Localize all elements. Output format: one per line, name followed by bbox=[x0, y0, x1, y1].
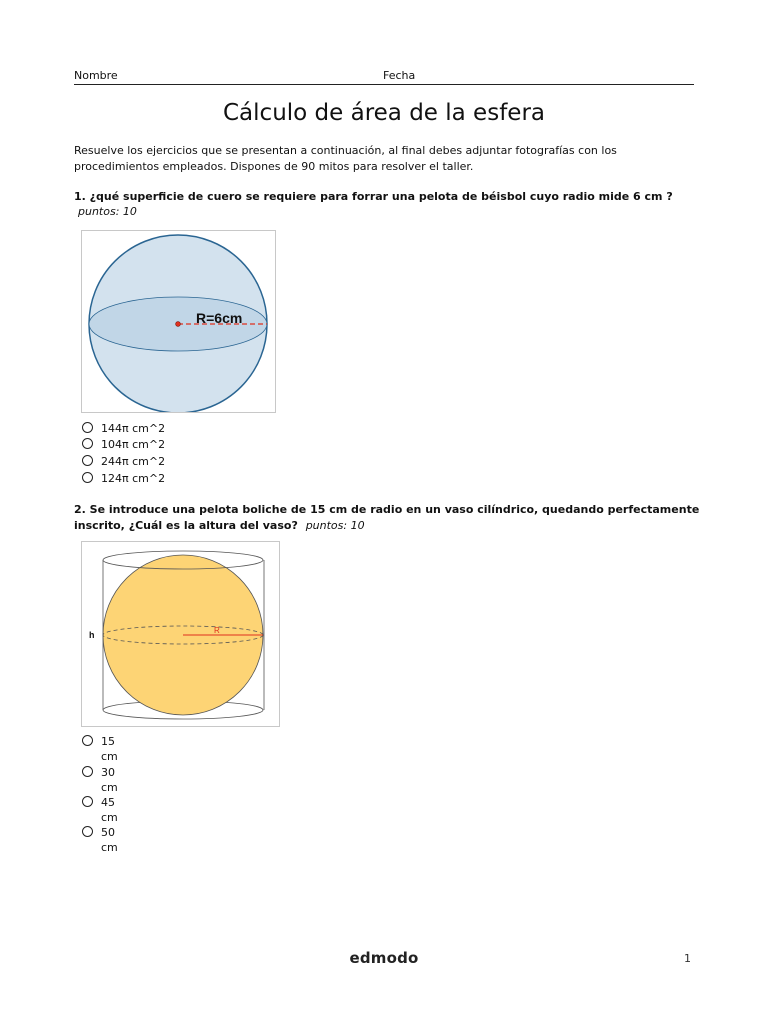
radius-label: R bbox=[214, 626, 220, 635]
q1-option-3[interactable] bbox=[82, 454, 165, 469]
radio-button[interactable] bbox=[82, 766, 93, 777]
option-label: 244π cm^2 bbox=[101, 455, 166, 468]
option-unit: cm bbox=[101, 811, 118, 824]
question-2-text-line-2: inscrito, ¿Cuál es la altura del vaso? bbox=[74, 519, 298, 532]
radio-button[interactable] bbox=[82, 422, 93, 433]
edmodo-logo: edmodo bbox=[349, 949, 419, 967]
option-unit: cm bbox=[101, 781, 118, 794]
option-label: 104π cm^2 bbox=[101, 438, 166, 451]
option-value: 45 bbox=[101, 796, 115, 809]
instructions: Resuelve los ejercicios que se presentan a continuación, al final debes adjuntar fotografías con los procedimientos empleados. Dispones de 90 mitos para resolver el taller. bbox=[74, 144, 617, 173]
option-unit: cm bbox=[101, 750, 118, 763]
question-2-text-line-1: 2. Se introduce una pelota boliche de 15 cm de radio en un vaso cilíndrico, quedando perfectamente bbox=[74, 503, 700, 516]
page-number: 1 bbox=[684, 952, 691, 965]
option-value: 50 bbox=[101, 826, 115, 839]
option-label: 124π cm^2 bbox=[101, 472, 166, 485]
option-unit: cm bbox=[101, 841, 118, 854]
radio-button[interactable] bbox=[82, 438, 93, 449]
q2-option-2[interactable] bbox=[82, 765, 118, 795]
q1-option-4[interactable] bbox=[82, 471, 165, 486]
question-1-points: puntos: 10 bbox=[78, 205, 137, 218]
radio-button[interactable] bbox=[82, 455, 93, 466]
sphere-diagram bbox=[82, 231, 275, 412]
center-point bbox=[176, 322, 181, 327]
radio-button[interactable] bbox=[82, 472, 93, 483]
q2-option-4[interactable] bbox=[82, 825, 118, 855]
radio-button[interactable] bbox=[82, 735, 93, 746]
question-1-figure bbox=[81, 230, 276, 413]
date-label: Fecha bbox=[383, 69, 416, 82]
q2-option-1[interactable] bbox=[82, 734, 118, 764]
radio-button[interactable] bbox=[82, 796, 93, 807]
height-label: h bbox=[89, 630, 95, 640]
option-value: 15 bbox=[101, 735, 115, 748]
page-title: Cálculo de área de la esfera bbox=[223, 100, 545, 126]
question-2-figure bbox=[81, 541, 280, 727]
question-2-points: puntos: 10 bbox=[305, 519, 365, 532]
question-1-text: 1. ¿qué superficie de cuero se requiere para forrar una pelota de béisbol cuyo radio mide 6 cm ? bbox=[74, 190, 673, 203]
name-label: Nombre bbox=[74, 69, 118, 82]
option-label: 144π cm^2 bbox=[101, 422, 166, 435]
question-2-text-line-2-wrap bbox=[74, 518, 365, 534]
option-value: 30 bbox=[101, 766, 115, 779]
header-divider bbox=[74, 84, 694, 85]
cylinder-sphere-diagram bbox=[82, 542, 279, 726]
radio-button[interactable] bbox=[82, 826, 93, 837]
radius-label: R=6cm bbox=[196, 310, 243, 326]
q1-option-1[interactable] bbox=[82, 421, 165, 436]
q1-option-2[interactable] bbox=[82, 437, 165, 452]
q2-option-3[interactable] bbox=[82, 795, 118, 825]
